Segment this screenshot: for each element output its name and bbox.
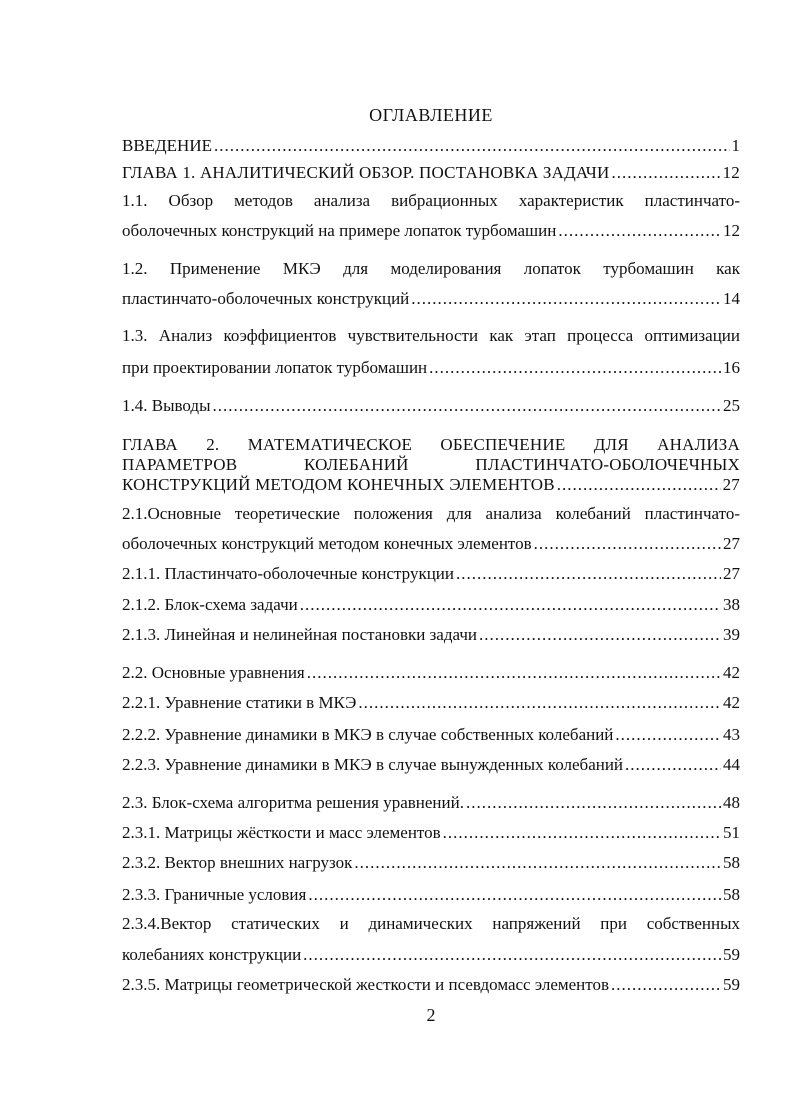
- toc-entry-page: 1: [731, 136, 740, 155]
- toc-entry-2-3-5: [122, 974, 740, 996]
- toc-entry-title: 2.3.5. Матрицы геометрической жесткости и псевдомасс элементов: [122, 975, 609, 994]
- toc-entry-page: 58: [723, 885, 740, 904]
- toc-entry-title: ГЛАВА 1. АНАЛИТИЧЕСКИЙ ОБЗОР. ПОСТАНОВКА ЗАДАЧИ: [122, 163, 610, 182]
- toc-entry-page: 44: [723, 755, 740, 774]
- toc-entry-1-2: [122, 288, 740, 310]
- toc-entry-page: 16: [723, 358, 740, 377]
- toc-entry-page: 58: [723, 853, 740, 872]
- toc-entry-page: 12: [722, 163, 740, 182]
- toc-entry-title: оболочечных конструкций на примере лопаток турбомашин: [122, 221, 557, 240]
- toc-entry-1-1-line1: 1.1. Обзор методов анализа вибрационных характеристик пластинчато-: [122, 191, 740, 210]
- toc-entry-page: 39: [723, 625, 740, 644]
- toc-entry-2-2-2: [122, 724, 740, 746]
- toc-entry-title: оболочечных конструкций методом конечных элементов: [122, 534, 532, 553]
- toc-entry-1-3: [122, 357, 740, 379]
- toc-entry-2-1-2: [122, 594, 740, 616]
- toc-entry-page: 42: [723, 693, 740, 712]
- toc-entry-title: 2.3.1. Матрицы жёсткости и масс элементов: [122, 823, 441, 842]
- toc-entry-2-3-4-line1: 2.3.4.Вектор статических и динамических напряжений при собственных: [122, 914, 740, 933]
- toc-entry-page: 14: [723, 289, 740, 308]
- toc-entry-2-3-3: [122, 884, 740, 906]
- toc-entry-title: 2.1.3. Линейная и нелинейная постановки задачи: [122, 625, 478, 644]
- toc-entry-page: 43: [723, 725, 740, 744]
- toc-entry-page: 59: [723, 945, 740, 964]
- toc-entry-title: 2.1.2. Блок-схема задачи: [122, 595, 298, 614]
- toc-entry-page: 12: [723, 221, 740, 240]
- toc-entry-page: 48: [723, 793, 740, 812]
- toc-entry-2-2: [122, 662, 740, 684]
- toc-entry-title: 2.2.1. Уравнение статики в МКЭ: [122, 693, 357, 712]
- toc-entry-2-1-line1: 2.1.Основные теоретические положения для анализа колебаний пластинчато-: [122, 504, 740, 523]
- toc-entry-title: 1.4. Выводы: [122, 396, 211, 415]
- toc-entry-page: 38: [723, 595, 740, 614]
- toc-entry-title: пластинчато-оболочечных конструкций: [122, 289, 410, 308]
- toc-entry-page: 27: [722, 475, 740, 494]
- toc-entry-page: 27: [723, 534, 740, 553]
- toc-entry-title: 2.2.2. Уравнение динамики в МКЭ в случае собственных колебаний: [122, 725, 614, 744]
- toc-entry-title: ВВЕДЕНИЕ: [122, 136, 212, 155]
- page-title: ОГЛАВЛЕНИЕ: [369, 105, 493, 125]
- toc-entry-1-3-line1: 1.3. Анализ коэффициентов чувствительности как этап процесса оптимизации: [122, 326, 740, 345]
- toc-entry-intro: [122, 135, 740, 157]
- toc-entry-2-3-1: [122, 822, 740, 844]
- toc-entry-2-1-3: [122, 624, 740, 646]
- toc-entry-2-3-2: [122, 852, 740, 874]
- toc-entry-title: колебаниях конструкции: [122, 945, 302, 964]
- toc-entry-title: 2.2. Основные уравнения: [122, 663, 305, 682]
- toc-entry-2-3: [122, 792, 740, 814]
- toc-entry-chapter-2: [122, 474, 740, 496]
- toc-entry-page: 59: [723, 975, 740, 994]
- toc-entry-1-2-line1: 1.2. Применение МКЭ для моделирования лопаток турбомашин как: [122, 259, 740, 278]
- toc-entry-1-1: [122, 220, 740, 242]
- toc-entry-2-2-1: [122, 692, 740, 714]
- page-number: 2: [426, 1005, 436, 1025]
- toc-entry-2-1-1: [122, 563, 740, 585]
- toc-entry-2-3-4: [122, 944, 740, 966]
- toc-entry-title: 2.3.3. Граничные условия: [122, 885, 307, 904]
- toc-entry-1-4: [122, 395, 740, 417]
- toc-entry-2-2-3: [122, 754, 740, 776]
- toc-entry-title: КОНСТРУКЦИЙ МЕТОДОМ КОНЕЧНЫХ ЭЛЕМЕНТОВ: [122, 475, 555, 494]
- toc-entry-chapter-1: [122, 162, 740, 184]
- toc-entry-title: 2.1.1. Пластинчато-оболочечные конструкции: [122, 564, 455, 583]
- toc-entry-title: при проектировании лопаток турбомашин: [122, 358, 428, 377]
- toc-entry-title: 2.3. Блок-схема алгоритма решения уравнений.: [122, 793, 464, 812]
- toc-entry-chapter-2-line2: ПАРАМЕТРОВ КОЛЕБАНИЙ ПЛАСТИНЧАТО-ОБОЛОЧЕЧНЫХ: [122, 455, 740, 474]
- toc-entry-title: 2.2.3. Уравнение динамики в МКЭ в случае вынужденных колебаний: [122, 755, 624, 774]
- toc-entry-page: 42: [723, 663, 740, 682]
- toc-entry-page: 27: [723, 564, 740, 583]
- toc-entry-page: 51: [723, 823, 740, 842]
- toc-entry-2-1: [122, 533, 740, 555]
- toc-entry-title: 2.3.2. Вектор внешних нагрузок: [122, 853, 353, 872]
- toc-entry-page: 25: [723, 396, 740, 415]
- toc-entry-chapter-2-line1: ГЛАВА 2. МАТЕМАТИЧЕСКОЕ ОБЕСПЕЧЕНИЕ ДЛЯ АНАЛИЗА: [122, 435, 740, 454]
